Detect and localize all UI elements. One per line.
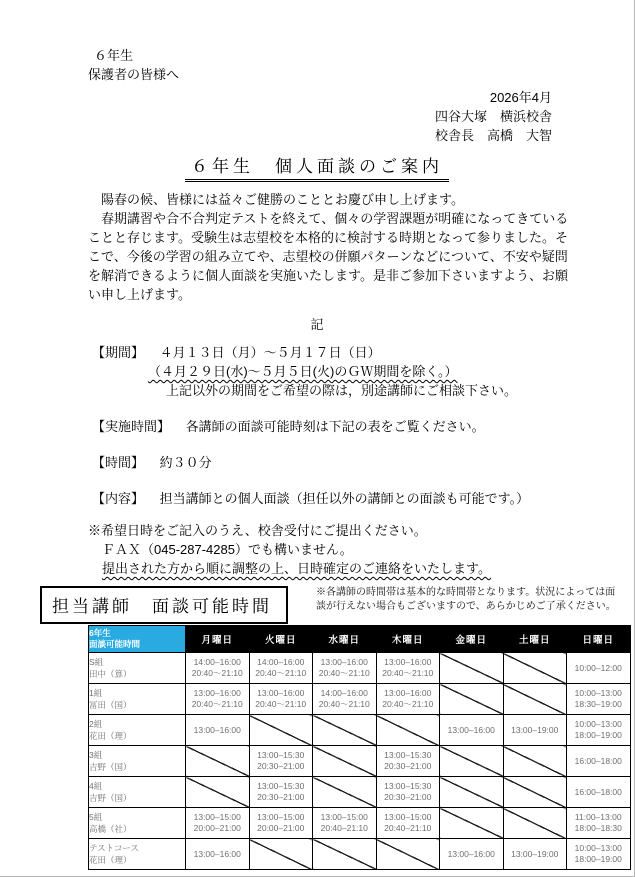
unavailable-cell (249, 715, 313, 746)
unavailable-cell (503, 777, 567, 808)
ki-marker: 記 (310, 317, 324, 332)
time-slot-cell: 13:00–15:00 20:40–21:10 (376, 808, 440, 839)
schedule-row (89, 839, 631, 870)
addressee-audience: 保護者の皆様へ (88, 67, 180, 82)
unavailable-cell (440, 808, 504, 839)
unavailable-cell (503, 746, 567, 777)
time-slot-cell: 10:00–12:00 (567, 653, 631, 684)
section-duration (92, 453, 634, 472)
section-content-value: 担当講師との個人面談（担任以外の講師との面談も可能です。） (159, 491, 530, 506)
time-slot-cell: 13:00–16:00 20:40～21:10 (186, 684, 250, 715)
unavailable-cell (313, 839, 377, 870)
section-period-value: ４月１３日（月）～５月１７日（日） (159, 345, 381, 360)
time-slot-cell: 10:00–13:00 18:30–19:00 (567, 684, 631, 715)
class-teacher-cell: 4組 吉野（国） (89, 777, 186, 808)
submission-confirm-line: 提出された方から順に調整の上、日時確定のご連絡をいたします。 (102, 561, 491, 576)
time-slot-cell: 14:00–16:00 20:40～21:10 (249, 653, 313, 684)
section-period-exclusion: （４月２９日(水)～５月５日(火)のＧＷ期間を除く。） (148, 364, 458, 379)
unavailable-cell (313, 715, 377, 746)
unavailable-cell (376, 839, 440, 870)
time-slot-cell: 13:00–19:00 (503, 839, 567, 870)
document-title: ６年生 個人面談のご案内 (185, 152, 449, 182)
schedule-table (88, 625, 631, 870)
day-header: 日曜日 (567, 626, 631, 653)
time-slot-cell: 13:00–15:30 20:30–21:00 (249, 746, 313, 777)
time-slot-cell: 10:00–13:00 18:00–19:00 (567, 715, 631, 746)
schedule-row (89, 684, 631, 715)
unavailable-cell (313, 777, 377, 808)
unavailable-cell (249, 839, 313, 870)
organization-name: 四谷大塚 横浜校舎 (434, 109, 552, 124)
detail-sections (92, 343, 634, 508)
table-corner-header: 6年生 面談可能時間 (89, 626, 186, 653)
author-name: 校舎長 高橋 大智 (434, 128, 552, 143)
time-slot-cell: 13:00–15:00 20:40–21:10 (313, 808, 377, 839)
time-slot-cell: 16:00–18:00 (567, 777, 631, 808)
unavailable-cell (186, 777, 250, 808)
class-teacher-cell: S組 田中（算） (89, 653, 186, 684)
unavailable-cell (313, 746, 377, 777)
schedule-side-note: ※各講師の時間帯は基本的な時間帯となります。状況によっては面談が行えない場合もございますので、あらかじめご了承ください。 (316, 587, 616, 612)
time-slot-cell: 11:00–13:00 18:00–18:30 (567, 808, 631, 839)
section-available-time-value: 各講師の面談可能時刻は下記の表をご覧ください。 (185, 419, 485, 434)
greeting-paragraph: 陽春の候、皆様には益々ご健勝のこととお慶び申し上げます。 (101, 192, 464, 207)
time-slot-cell: 14:00–16:00 20:40～21:10 (313, 684, 377, 715)
purpose-paragraph: 春期講習や合不合判定テストを終えて、個々の学習課題が明確になってきていることと存じます。受験生は志望校を本格的に検討する時期となって参りました。そこで、今後の学習の組み立てや、志望校の併願パターンなどについて、不安や疑問を解消できるように個人面談を実施いたします。是非ご参加下さいますよう、お願い申し上げます。 (88, 211, 569, 302)
class-teacher-cell: テストコース 花田（理） (89, 839, 186, 870)
unavailable-cell (503, 808, 567, 839)
section-duration-value: 約３０分 (159, 455, 212, 470)
schedule-row (89, 746, 631, 777)
section-content-label: 【内容】 (92, 491, 145, 506)
unavailable-cell (440, 746, 504, 777)
schedule-header-row (0, 586, 634, 624)
section-content (92, 489, 634, 508)
submission-note (88, 521, 634, 578)
class-teacher-cell: 3組 吉野（国） (89, 746, 186, 777)
sender-block (0, 88, 552, 145)
submission-line1: ※希望日時をご記入のうえ、校舎受付にご提出ください。 (88, 523, 427, 538)
schedule-table-header (89, 626, 631, 653)
day-header: 火曜日 (249, 626, 313, 653)
body-text (88, 190, 580, 304)
time-slot-cell: 13:00–15:00 20:00–21:00 (249, 808, 313, 839)
section-duration-label: 【時間】 (92, 455, 145, 470)
time-slot-cell: 13:00–19:00 (503, 715, 567, 746)
unavailable-cell (440, 684, 504, 715)
unavailable-cell (186, 746, 250, 777)
schedule-row (89, 808, 631, 839)
time-slot-cell: 13:00–15:00 20:00–21:00 (186, 808, 250, 839)
time-slot-cell: 13:00–16:00 (186, 715, 250, 746)
schedule-row (89, 715, 631, 746)
time-slot-cell: 13:00–16:00 (440, 715, 504, 746)
time-slot-cell: 13:00–16:00 20:40～21:10 (313, 653, 377, 684)
day-header: 水曜日 (313, 626, 377, 653)
class-teacher-cell: 5組 高橋（社） (89, 808, 186, 839)
addressee-grade: ６年生 (94, 48, 134, 63)
day-header: 土曜日 (503, 626, 567, 653)
document-date: 2026年4月 (489, 90, 552, 105)
submission-fax-line: ＦＡＸ（045-287-4285）でも構いません。 (102, 542, 353, 557)
unavailable-cell (503, 684, 567, 715)
time-slot-cell: 13:00–15:30 20:30–21:00 (376, 777, 440, 808)
section-available-time-label: 【実施時間】 (92, 419, 171, 434)
title-row (0, 152, 634, 182)
class-teacher-cell: 1組 冨田（国） (89, 684, 186, 715)
time-slot-cell: 13:00–16:00 20:40～21:10 (376, 684, 440, 715)
time-slot-cell: 10:00–13:00 18:00–19:00 (567, 839, 631, 870)
day-header: 木曜日 (376, 626, 440, 653)
class-teacher-cell: 2組 花田（理） (89, 715, 186, 746)
schedule-title-box: 担当講師 面談可能時間 (40, 586, 288, 624)
time-slot-cell: 13:00–15:30 20:30–21:00 (376, 746, 440, 777)
section-period-label: 【期間】 (92, 345, 145, 360)
schedule-row (89, 777, 631, 808)
time-slot-cell: 13:00–16:00 (186, 839, 250, 870)
time-slot-cell: 13:00–16:00 20:40～21:10 (376, 653, 440, 684)
time-slot-cell: 13:00–15:30 20:30–21:00 (249, 777, 313, 808)
section-available-time (92, 417, 634, 436)
addressee-block (88, 0, 634, 84)
section-period-note: 上記以外の期間をご希望の際は，別途講師にご相談下さい。 (166, 383, 518, 398)
time-slot-cell: 14:00–16:00 20:40～21:10 (186, 653, 250, 684)
time-slot-cell: 13:00–16:00 (440, 839, 504, 870)
unavailable-cell (503, 653, 567, 684)
day-header: 月曜日 (186, 626, 250, 653)
unavailable-cell (440, 653, 504, 684)
schedule-row (89, 653, 631, 684)
time-slot-cell: 13:00–16:00 20:40～21:10 (249, 684, 313, 715)
unavailable-cell (376, 715, 440, 746)
time-slot-cell: 16:00–18:00 (567, 746, 631, 777)
unavailable-cell (440, 777, 504, 808)
day-header: 金曜日 (440, 626, 504, 653)
section-period (92, 343, 634, 362)
